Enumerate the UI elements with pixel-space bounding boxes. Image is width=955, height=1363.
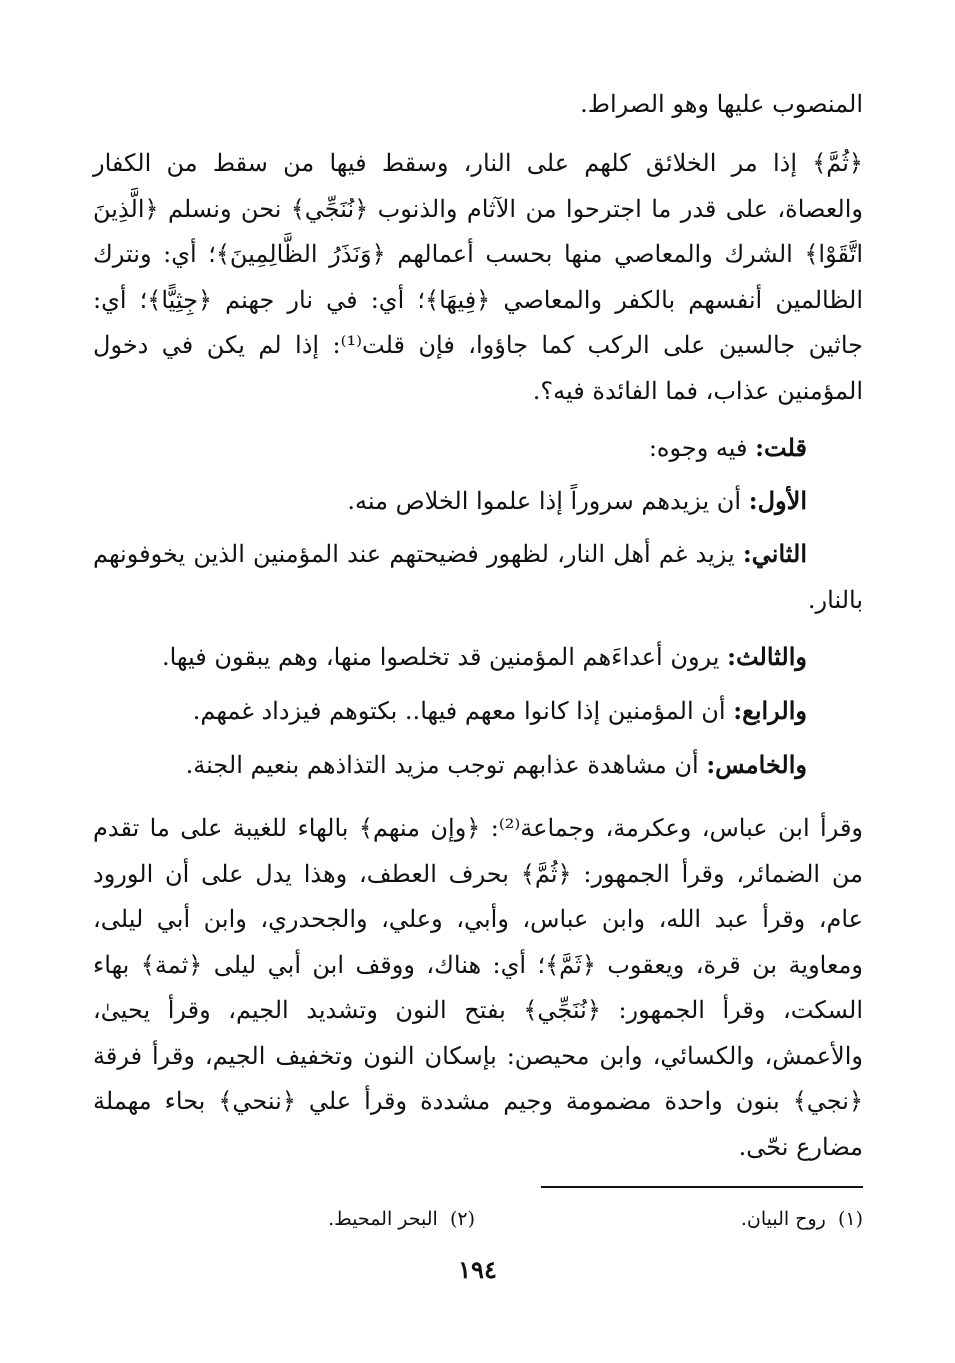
footnote-1 — [741, 1204, 863, 1234]
point-fourth — [93, 688, 863, 735]
point-label: والخامس: — [706, 750, 807, 779]
footnote-divider — [541, 1186, 863, 1188]
footnote-2 — [328, 1204, 475, 1234]
top-line: المنصوب عليها وهو الصراط. — [580, 90, 863, 118]
point-text: أن المؤمنين إذا كانوا معهم فيها.. بكتوهم فيزداد غمهم. — [192, 697, 726, 725]
footnote-marker: (٢) — [449, 1208, 475, 1230]
point-text: يرون أعداءَهم المؤمنين قد تخلصوا منها، وهم يبقون فيها. — [161, 643, 720, 671]
paragraph-2: وقرأ ابن عباس، وعكرمة، وجماعة⁽²⁾: ﴿وإن منهم﴾ بالهاء للغيبة على ما تقدم من الضمائر، وقرأ الجمهور: ﴿ثُمَّ﴾ بحرف العطف، وهذا يدل على أن الورود عام، وقرأ عبد الله، وابن عباس، وأبي، وعلي، والجحدري، وابن أبي ليلى، ومعاوية بن قرة، ويعقوب ﴿ثَمَّ﴾؛ أي: هناك، ووقف ابن أبي ليلى ﴿ثمة﴾ بهاء السكت، وقرأ الجمهور: ﴿نُنَجِّي﴾ بفتح النون وتشديد الجيم، وقرأ يحيىٰ، والأعمش، والكسائي، وابن محيصن: بإسكان النون وتخفيف الجيم، وقرأ فرقة ﴿نجي﴾ بنون واحدة مضمومة وجيم مشددة وقرأ علي ﴿ننحي﴾ بحاء مهملة مضارع نحّى. — [93, 814, 864, 1161]
footnote-text: البحر المحيط. — [328, 1208, 438, 1230]
point-label: الثاني: — [742, 539, 807, 568]
answer-line — [93, 425, 863, 472]
point-first — [93, 478, 863, 525]
paragraph-1: ﴿ثُمَّ﴾ إذا مر الخلائق كلهم على النار، وسقط فيها من سقط من الكفار والعصاة، على قدر ما اجترحوا من الآثام والذنوب ﴿نُنَجِّي﴾ نحن ونسلم ﴿الَّذِينَ اتَّقَوْا﴾ الشرك والمعاصي منها بحسب أعمالهم ﴿وَنَذَرُ الظَّالِمِينَ﴾؛ أي: ونترك الظالمين أنفسهم بالكفر والمعاصي ﴿فِيهَا﴾؛ أي: في نار جهنم ﴿جِثِيًّا﴾؛ أي: جاثين جالسين على الركب كما جاؤوا، فإن قلت⁽¹⁾: إذا لم يكن في دخول المؤمنين عذاب، فما الفائدة فيه؟. — [93, 149, 863, 405]
answer-text: فيه وجوه: — [648, 434, 748, 462]
footnote-marker: (١) — [837, 1208, 863, 1230]
page-number: ١٩٤ — [458, 1255, 497, 1284]
point-fifth — [93, 742, 863, 789]
point-label: الأول: — [748, 486, 807, 515]
point-text: يزيد غم أهل النار، لظهور فضيحتهم عند المؤمنين الذين يخوفونهم بالنار. — [93, 540, 863, 614]
point-text: أن يزيدهم سروراً إذا علموا الخلاص منه. — [347, 487, 742, 515]
answer-label: قلت: — [755, 433, 807, 462]
point-label: والثالث: — [727, 642, 807, 671]
point-text: أن مشاهدة عذابهم توجب مزيد التذاذهم بنعيم الجنة. — [185, 751, 699, 779]
footnote-text: روح البيان. — [740, 1208, 826, 1230]
point-second — [93, 531, 863, 623]
point-label: والرابع: — [733, 696, 807, 725]
point-third — [93, 634, 863, 681]
